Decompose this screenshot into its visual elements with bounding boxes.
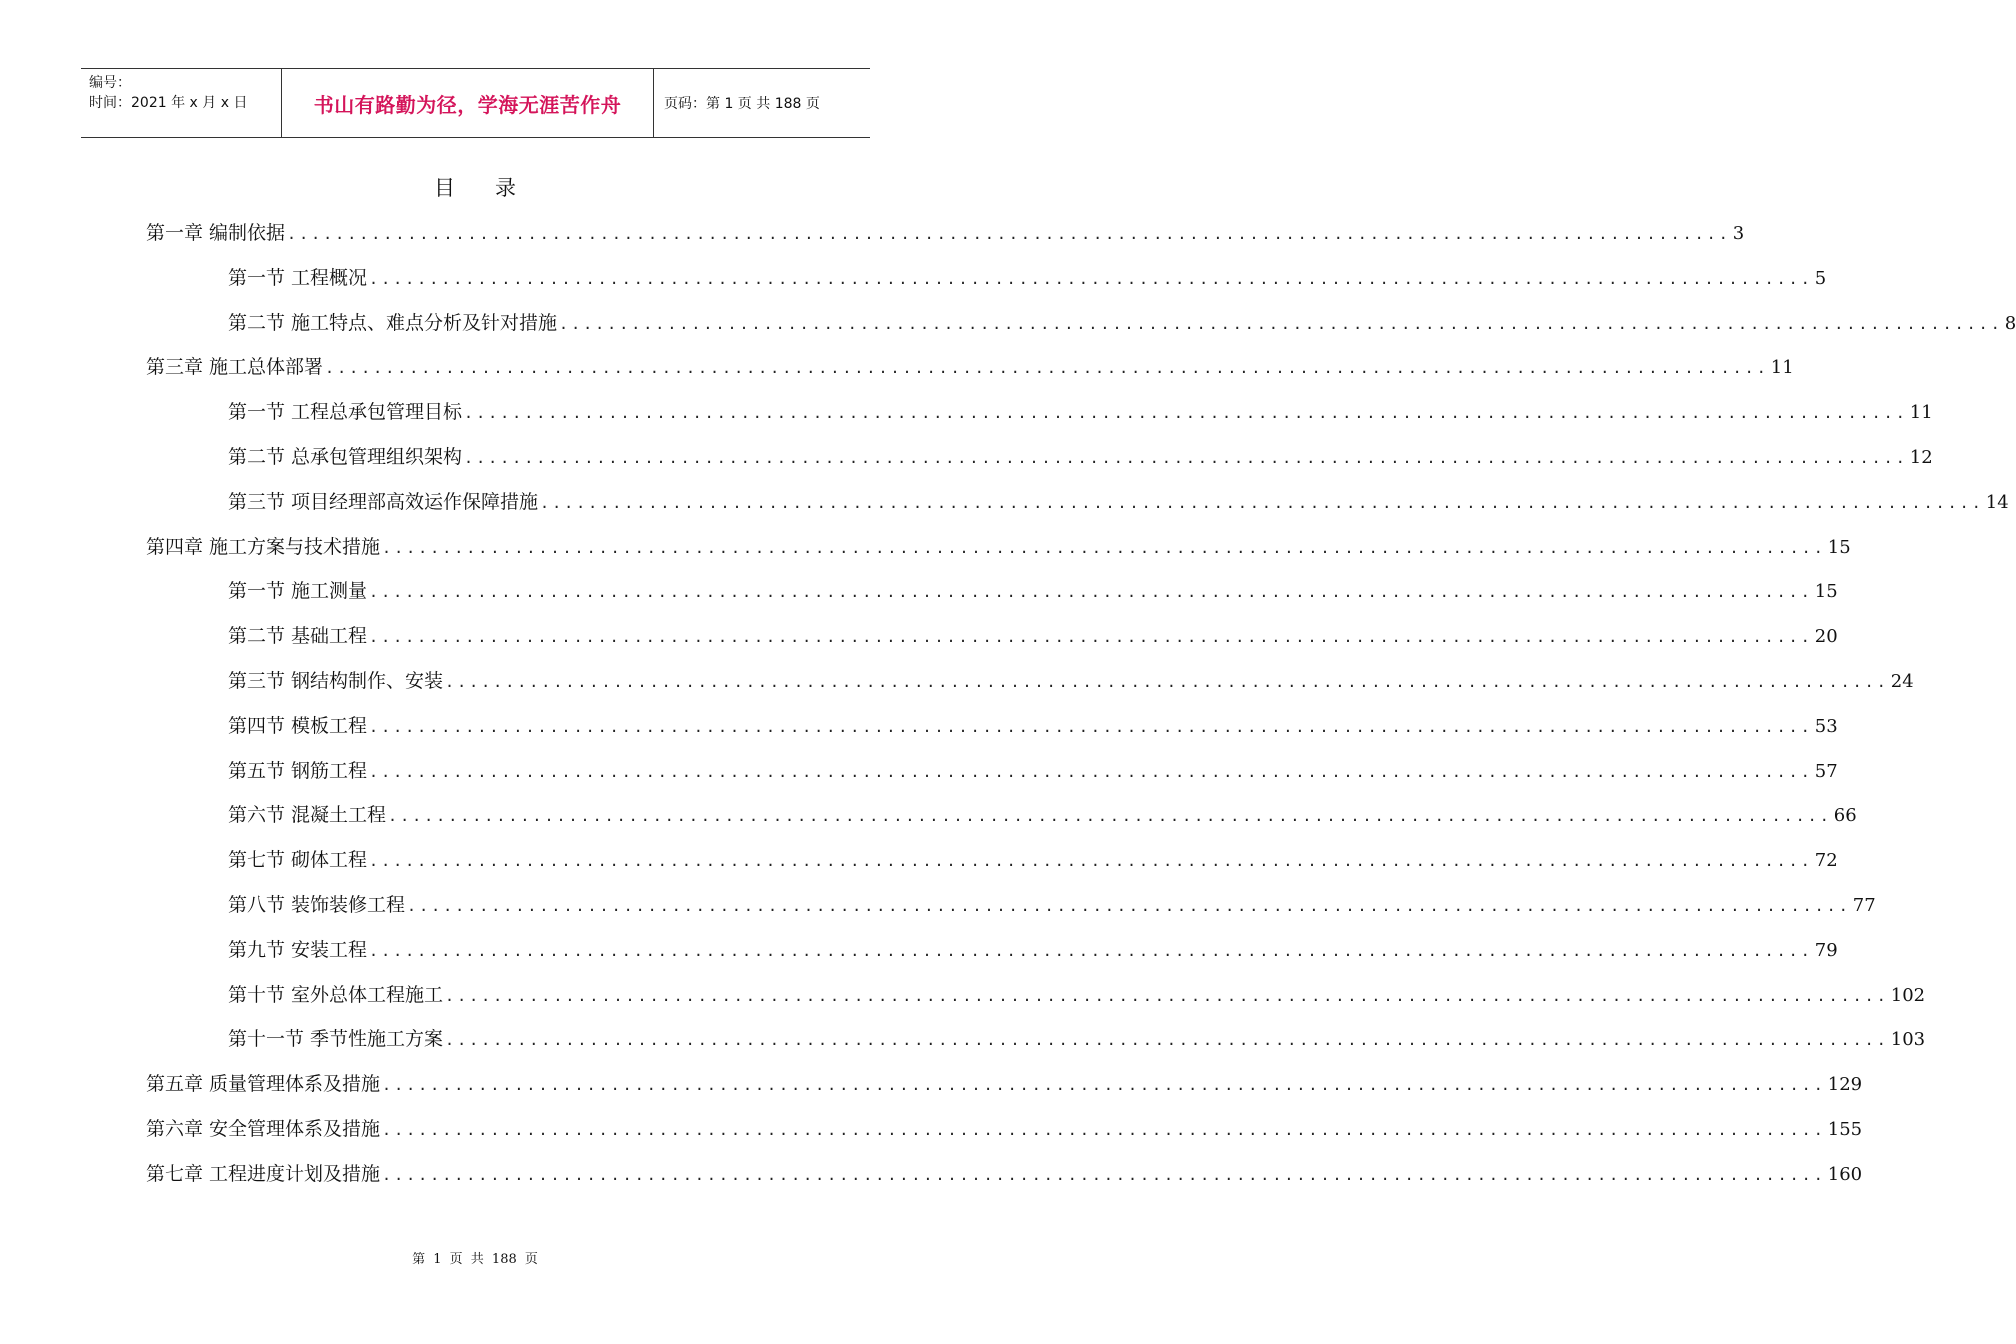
toc-entry-label: 第三节 钢结构制作、安装: [228, 670, 444, 692]
toc-dot-leader: ........................................................................................................................: [325, 359, 1769, 378]
document-header: [81, 68, 870, 138]
toc-entry-label: 第七章 工程进度计划及措施: [146, 1162, 381, 1185]
toc-entry-label: 第五节 钢筋工程: [228, 759, 368, 782]
toc-chapter-entry[interactable]: [146, 534, 1851, 560]
toc-dot-leader: ........................................................................................................................: [369, 269, 1813, 288]
toc-dot-leader: ........................................................................................................................: [382, 538, 1826, 557]
toc-dot-leader: ........................................................................................................................: [369, 762, 1813, 781]
toc-dot-leader: ........................................................................................................................: [559, 314, 2003, 333]
toc-entry-label: 第八节 装饰装修工程: [228, 894, 406, 916]
toc-entry-label: 第二节 施工特点、难点分析及针对措施: [228, 311, 558, 334]
toc-entry-page-number: 79: [1814, 939, 1838, 961]
toc-dot-leader: ........................................................................................................................: [445, 673, 1889, 691]
toc-entry-page-number: 24: [1890, 671, 1914, 692]
toc-entry-label: 第一章 编制依据: [146, 222, 286, 244]
header-motto-cell: [282, 69, 654, 137]
toc-entry-page-number: 5: [1814, 267, 1827, 289]
toc-dot-leader: ........................................................................................................................: [464, 449, 1908, 467]
toc-section-entry[interactable]: [228, 489, 2009, 515]
toc-entry-label: 第一节 施工测量: [228, 580, 368, 603]
toc-section-entry[interactable]: [228, 982, 1926, 1008]
toc-dot-leader: ........................................................................................................................: [382, 1076, 1826, 1095]
toc-entry-label: 第四节 模板工程: [228, 714, 368, 737]
toc-section-entry[interactable]: [228, 668, 1914, 694]
toc-entry-label: 第九节 安装工程: [228, 938, 368, 961]
toc-entry-page-number: 15: [1814, 581, 1838, 603]
toc-section-entry[interactable]: [228, 847, 1838, 873]
toc-section-entry[interactable]: [228, 265, 1827, 291]
toc-entry-label: 第十一节 季节性施工方案: [228, 1028, 444, 1051]
toc-section-entry[interactable]: [228, 399, 1933, 425]
toc-chapter-entry[interactable]: [146, 1071, 1863, 1097]
toc-dot-leader: ........................................................................................................................: [382, 1121, 1826, 1139]
toc-entry-page-number: 3: [1732, 223, 1745, 244]
toc-entry-page-number: 11: [1770, 357, 1794, 379]
toc-entry-label: 第二节 总承包管理组织架构: [228, 446, 463, 468]
toc-section-entry[interactable]: [228, 310, 2016, 336]
toc-entry-label: 第十节 室外总体工程施工: [228, 983, 444, 1006]
toc-entry-label: 第三节 项目经理部高效运作保障措施: [228, 490, 539, 513]
toc-dot-leader: ........................................................................................................................: [445, 1031, 1889, 1050]
toc-entry-label: 第三章 施工总体部署: [146, 356, 324, 379]
toc-dot-leader: ........................................................................................................................: [540, 493, 1984, 512]
toc-dot-leader: ........................................................................................................................: [369, 717, 1813, 736]
toc-section-entry[interactable]: [228, 578, 1838, 604]
document-time-label: 时间：2021 年 x 月 x 日: [89, 95, 248, 111]
toc-dot-leader: ........................................................................................................................: [388, 807, 1832, 826]
toc-chapter-entry[interactable]: [146, 1161, 1863, 1187]
header-meta-cell: [81, 69, 282, 137]
toc-entry-page-number: 20: [1814, 626, 1838, 648]
toc-section-entry[interactable]: [228, 937, 1838, 963]
document-number-label: 编号：: [89, 75, 131, 91]
toc-title: 目录: [434, 176, 556, 200]
toc-entry-page-number: 103: [1890, 1029, 1926, 1051]
toc-entry-page-number: 12: [1909, 447, 1933, 468]
toc-section-entry[interactable]: [228, 1026, 1926, 1052]
toc-dot-leader: ........................................................................................................................: [464, 404, 1908, 423]
toc-entry-page-number: 57: [1814, 760, 1838, 782]
toc-section-entry[interactable]: [228, 713, 1838, 739]
toc-dot-leader: ........................................................................................................................: [369, 852, 1813, 871]
toc-dot-leader: ........................................................................................................................: [287, 225, 1731, 243]
toc-section-entry[interactable]: [228, 444, 1933, 470]
toc-entry-label: 第二节 基础工程: [228, 625, 368, 648]
toc-entry-page-number: 66: [1833, 805, 1857, 827]
toc-dot-leader: ........................................................................................................................: [369, 583, 1813, 602]
toc-entry-label: 第一节 工程总承包管理目标: [228, 401, 463, 424]
toc-entry-label: 第七节 砌体工程: [228, 849, 368, 872]
toc-entry-label: 第一节 工程概况: [228, 266, 368, 289]
toc-dot-leader: ........................................................................................................................: [382, 1165, 1826, 1184]
toc-entry-page-number: 102: [1890, 984, 1926, 1006]
toc-entry-label: 第六章 安全管理体系及措施: [146, 1118, 381, 1140]
toc-entry-page-number: 129: [1827, 1074, 1863, 1096]
toc-entry-label: 第四章 施工方案与技术措施: [146, 535, 381, 558]
toc-chapter-entry[interactable]: [146, 354, 1794, 380]
page-footer: 第 1 页 共 188 页: [412, 1252, 538, 1267]
toc-section-entry[interactable]: [228, 802, 1857, 828]
toc-section-entry[interactable]: [228, 892, 1876, 918]
toc-section-entry[interactable]: [228, 758, 1838, 784]
toc-entry-page-number: 14: [1985, 491, 2009, 513]
toc-entry-label: 第五章 质量管理体系及措施: [146, 1073, 381, 1096]
toc-chapter-entry[interactable]: [146, 1116, 1863, 1142]
header-page-cell: [654, 69, 870, 137]
toc-chapter-entry[interactable]: [146, 220, 1745, 246]
toc-entry-page-number: 77: [1852, 895, 1876, 916]
header-motto: 书山有路勤为径，学海无涯苦作舟: [313, 92, 622, 117]
toc-entry-page-number: 11: [1909, 402, 1933, 424]
toc-entry-label: 第六节 混凝土工程: [228, 804, 387, 827]
toc-entry-page-number: 8: [2004, 312, 2016, 334]
toc-dot-leader: ........................................................................................................................: [369, 941, 1813, 960]
toc-entry-page-number: 15: [1827, 536, 1851, 558]
toc-dot-leader: ........................................................................................................................: [369, 628, 1813, 647]
toc-dot-leader: ........................................................................................................................: [407, 897, 1851, 915]
toc-entry-page-number: 160: [1827, 1163, 1863, 1185]
header-page-info: 页码：第 1 页 共 188 页: [664, 96, 820, 112]
toc-section-entry[interactable]: [228, 623, 1838, 649]
toc-entry-page-number: 53: [1814, 715, 1838, 737]
toc-entry-page-number: 155: [1827, 1119, 1863, 1140]
toc-entry-page-number: 72: [1814, 850, 1838, 872]
toc-dot-leader: ........................................................................................................................: [445, 986, 1889, 1005]
